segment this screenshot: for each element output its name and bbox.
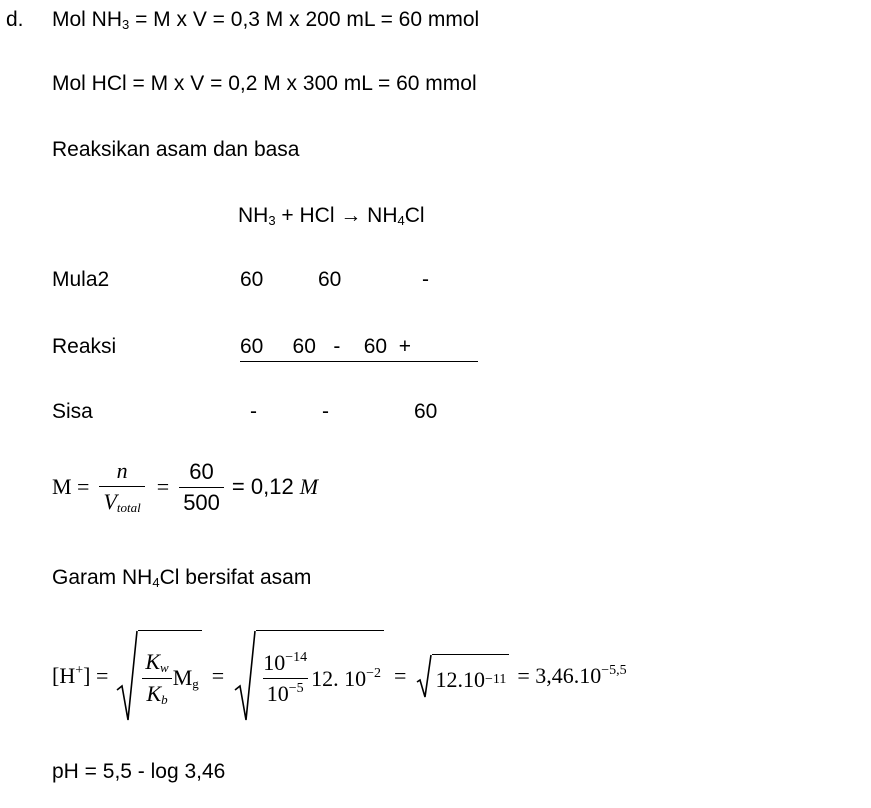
fraction-60-over-500: $\frac{60}{500}$ [179,459,224,516]
fraction-n-over-vtotal: $\frac{n}{V_{total}}$ [99,458,144,516]
row-label-mula: Mula2 [52,268,110,291]
salt-line: Garam $NH_4Cl$ bersifat asam [52,566,312,590]
mol-nh3-line: Mol $NH_3 = M$ x V = 0,3 M x 200 mL = 60 mmol [52,8,480,32]
sqrt-kw-kb: $\frac{K_w}{K_b}$ $M_g$ [116,630,201,722]
molarity-formula: M = $\frac{n}{V_{total}}$ = $\frac{60}{500}$ = 0,12 M [52,458,319,515]
instruction-line: Reaksikan asam dan basa [52,138,300,161]
item-label: d. [6,8,24,31]
mol-hcl-line: Mol HCl = M x V = 0,2 M x 300 mL = 60 mmol [52,72,477,95]
mula-nh4cl: - [422,268,429,291]
reaksi-values: 60 60 - 60 + [240,335,478,362]
mula-nh3: 60 [240,268,264,291]
row-label-sisa: Sisa [52,400,93,423]
row-label-reaksi: Reaksi [52,335,117,358]
hplus-lhs: [H+] = [52,663,109,688]
mula-hcl: 60 [318,268,342,291]
sisa-hcl: - [322,400,329,423]
ph-line: pH = 5,5 - log 3,46 [52,760,226,783]
reaction-equation: $NH_3$ + HCl → $NH_4Cl$ [238,204,425,228]
molarity-lhs: M = [52,474,90,499]
sqrt-numeric: $\frac{10^{-14}}{10^{-5}}$ 12. $10^{-2}$ [234,630,384,722]
sisa-nh3: - [250,400,257,423]
sisa-nh4cl: 60 [414,400,438,423]
sqrt-result: 12.10 −11 [416,654,509,698]
hplus-formula: [H+] = $\frac{K_w}{K_b}$ $M_g$ = $\frac{10^{-14}}{10^{-5}}$ 12. $10^{-2}$ = 12.10 −11 = $3,46.10^{-5,5}$ [52,630,627,722]
